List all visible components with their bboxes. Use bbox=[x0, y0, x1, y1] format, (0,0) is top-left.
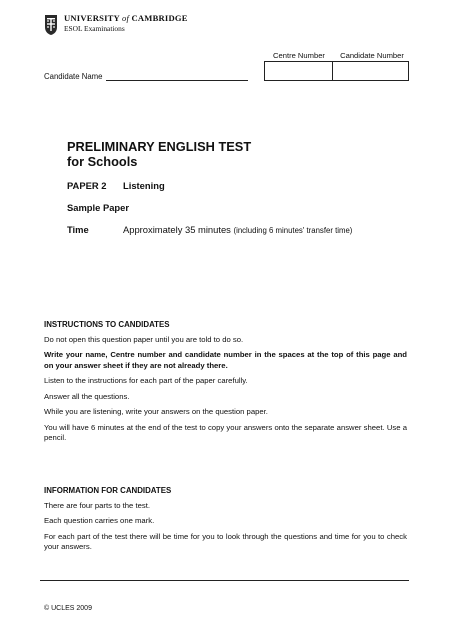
information-section bbox=[44, 486, 407, 558]
centre-number-label: Centre Number bbox=[273, 51, 325, 60]
paper-name: Listening bbox=[123, 180, 165, 191]
sample-paper-label: Sample Paper bbox=[67, 202, 130, 213]
test-subtitle: for Schools bbox=[67, 154, 138, 169]
copyright-notice: © UCLES 2009 bbox=[44, 605, 92, 612]
footer-divider bbox=[40, 580, 409, 581]
information-item: There are four parts to the test. bbox=[44, 500, 150, 510]
time-row bbox=[67, 224, 353, 235]
instruction-item: Answer all the questions. bbox=[44, 391, 130, 401]
instruction-item: Listen to the instructions for each part of the paper carefully. bbox=[44, 376, 248, 385]
instructions-heading: INSTRUCTIONS TO CANDIDATES bbox=[44, 320, 170, 329]
time-value: Approximately 35 minutes (including 6 minutes' transfer time) bbox=[123, 224, 353, 235]
instruction-item: While you are listening, write your answers on the question paper. bbox=[44, 407, 268, 416]
instruction-item: Do not open this question paper until you are told to do so. bbox=[44, 334, 244, 344]
test-title: PRELIMINARY ENGLISH TEST bbox=[67, 139, 252, 154]
information-item: For each part of the test there will be time for you to look through the questions and time for you to check your answers. bbox=[44, 531, 407, 551]
information-item: Each question carries one mark. bbox=[44, 516, 155, 525]
paper-row bbox=[67, 180, 165, 191]
paper-label: PAPER 2 bbox=[67, 180, 107, 191]
time-note: (including 6 minutes' transfer time) bbox=[233, 226, 353, 235]
instruction-item: Write your name, Centre number and candidate number in the spaces at the top of this page and on your answer sheet if they are not already there. bbox=[44, 350, 407, 370]
university-name: UNIVERSITY of CAMBRIDGE bbox=[64, 13, 188, 23]
candidate-number-label: Candidate Number bbox=[340, 51, 404, 60]
candidate-name-field[interactable] bbox=[106, 80, 248, 81]
candidate-name-label: Candidate Name bbox=[44, 72, 103, 81]
number-labels bbox=[264, 51, 410, 60]
candidate-number-field[interactable] bbox=[333, 61, 409, 81]
instructions-section bbox=[44, 320, 407, 449]
time-label: Time bbox=[67, 224, 89, 235]
cambridge-esol-logo bbox=[44, 14, 188, 36]
centre-number-field[interactable] bbox=[264, 61, 333, 81]
information-heading: INFORMATION FOR CANDIDATES bbox=[44, 486, 172, 495]
university-crest-icon bbox=[44, 14, 58, 36]
instruction-item: You will have 6 minutes at the end of the test to copy your answers onto the separate answer sheet. Use a pencil. bbox=[44, 422, 407, 442]
esol-examinations-label: ESOL Examinations bbox=[64, 23, 125, 33]
